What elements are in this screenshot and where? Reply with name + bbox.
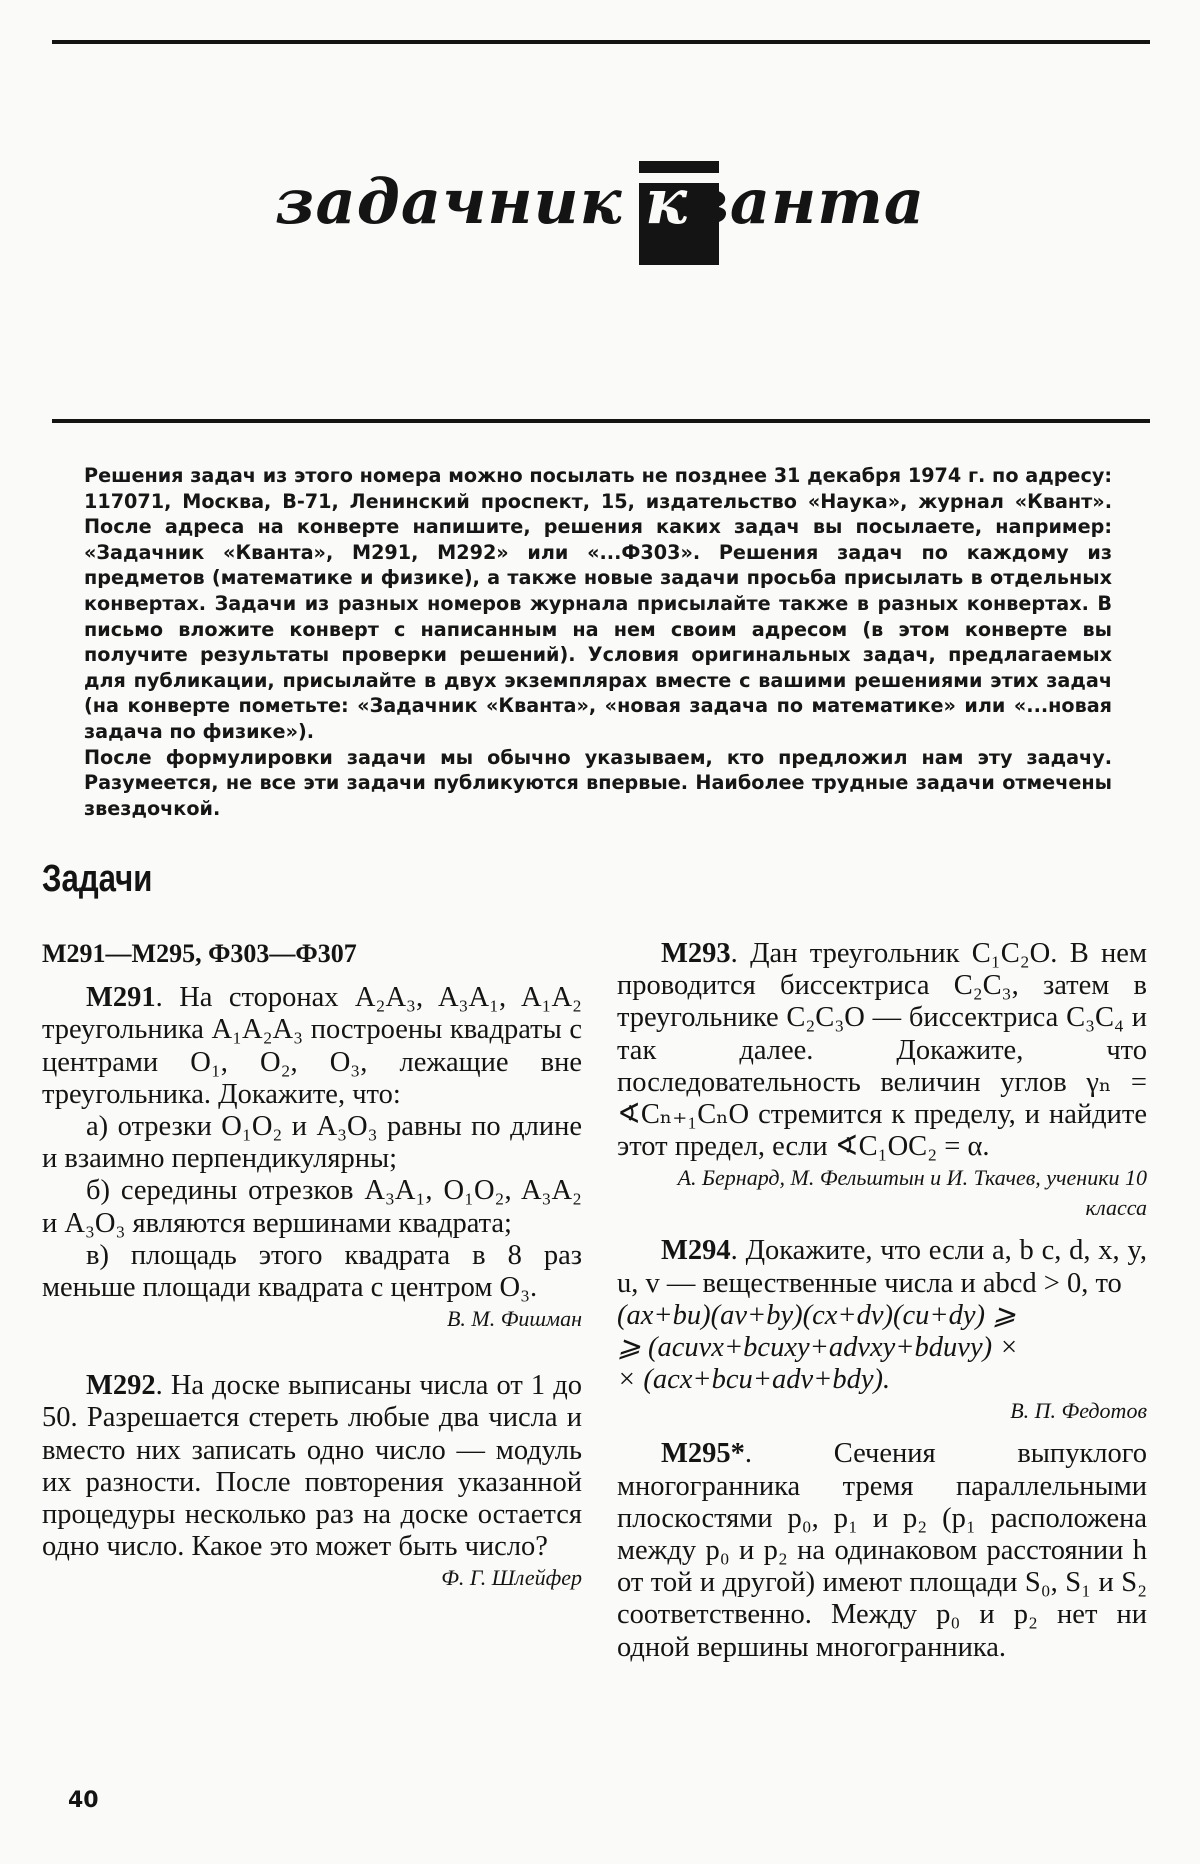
logo-prefix: задачник — [274, 165, 646, 238]
journal-logo — [0, 165, 1200, 305]
section-title: Задачи — [42, 858, 153, 900]
top-rule — [52, 40, 1150, 44]
intro-paragraph-2: После формулировки задачи мы обычно указываем, кто предложил нам эту задачу. Разумеется, не все эти задачи публикуются впервые. Наиболее трудные задачи отмечены звездочкой. — [84, 745, 1112, 820]
problem-m292 — [42, 1370, 582, 1563]
problem-number: М295* — [661, 1438, 745, 1470]
problem-text: . Сечения выпуклого многогранника тремя параллельными плоскостями p₀, p₁ и p₂ (p₁ расположена между p₀ и p₂ на одинаковом расстоянии h от той и другой) имеют площади S₀, S₁ и S₂ соответственно. Между p₀ и p₂ нет ни одной вершины многогранника. — [617, 1438, 1147, 1663]
problem-m291-c: в) площадь этого квадрата в 8 раз меньше площади квадрата с центром O₃. — [42, 1239, 582, 1304]
formula-line-3: × (acx+bcu+adv+bdy). — [617, 1364, 891, 1396]
problem-text: . На сторонах A₂A₃, A₃A₁, A₁A₂ треугольника A₁A₂A₃ построены квадраты с центрами O₁, O₂, O₃, лежащие вне треугольника. Докажите, что: — [42, 982, 582, 1110]
problem-m295 — [617, 1438, 1147, 1663]
right-column — [617, 938, 1147, 1664]
problem-number: М293 — [661, 938, 731, 969]
intro-notice — [84, 463, 1112, 821]
problem-number: М291 — [86, 982, 156, 1014]
problem-text: . На доске выписаны числа от 1 до 50. Разрешается стереть любые два числа и вместо них записать одно число — модуль их разности. После повторения указанной процедуры несколько раз на доске остается одно число. Какое это может быть число? — [42, 1370, 582, 1563]
problem-author: В. П. Федотов — [1010, 1398, 1147, 1424]
problem-number: М294 — [661, 1235, 731, 1267]
problem-number: М292 — [86, 1370, 156, 1402]
formula-line-1: (ax+bu)(av+by)(cx+dv)(cu+dy) ⩾ — [617, 1299, 1017, 1331]
problem-m294 — [617, 1235, 1147, 1299]
logo-k-letter: к — [645, 165, 689, 238]
problem-author: В. М. Фишман — [446, 1306, 582, 1332]
problem-m291-a: а) отрезки O₁O₂ и A₃O₃ равны по длине и взаимно перпендикулярны; — [42, 1111, 582, 1175]
problem-text: . Докажите, что если a, b c, d, x, y, u, v — вещественные числа и abcd > 0, то — [617, 1235, 1147, 1299]
problem-m293 — [617, 938, 1147, 1163]
left-column — [42, 938, 582, 1593]
formula-line-2: ⩾ (acuvx+bcuxy+advxy+bduvy) × — [617, 1332, 1019, 1364]
intro-paragraph-1: Решения задач из этого номера можно посылать не позднее 31 декабря 1974 г. по адресу: 117071, Москва, В-71, Ленинский проспект, 15, издательство «Наука», журнал «Квант». После адреса на конверте напишите, решения каких задач вы посылаете, например: «Задачник «Кванта», М291, М292» или «...Ф303». Решения задач по каждому из предметов (математике и физике), а также новые задачи просьба присылать в отдельных конвертах. Задачи из разных номеров журнала присылайте также в разных конвертах. В письмо вложите конверт с написанным на нем своим адресом (в этом конверте вы получите результаты проверки решений). Условия оригинальных задач, предлагаемых для публикации, присылайте в двух экземплярах вместе с вашими решениями этих задач (на конверте пометьте: «Задачник «Кванта», «новая задача по математике» или «...новая задача по физике»). — [84, 464, 1112, 743]
problem-author: А. Бернард, М. Фельштын и И. Ткачев, ученики 10 класса — [677, 1165, 1147, 1221]
header-bottom-rule — [52, 419, 1150, 423]
problem-author: Ф. Г. Шлейфер — [441, 1565, 582, 1591]
problem-m291-b: б) середины отрезков A₃A₁, O₁O₂, A₃A₂ и A₃O₃ являются вершинами квадрата; — [42, 1175, 582, 1239]
logo-rest: ванта — [688, 165, 925, 238]
problems-range: М291—М295, Ф303—Ф307 — [42, 939, 357, 968]
problem-text: . Дан треугольник C₁C₂O. В нем проводится биссектриса C₂C₃, затем в треугольнике C₂C₃O — биссектриса C₃C₄ и так далее. Докажите, что последовательность величин углов γₙ = ∢Cₙ₊₁CₙO стремится к пределу, и найдите этот предел, если ∢C₁OC₂ = α. — [617, 938, 1147, 1163]
problem-m291 — [42, 982, 582, 1111]
page-number: 40 — [68, 1788, 99, 1813]
logo-k-mark — [645, 165, 688, 238]
